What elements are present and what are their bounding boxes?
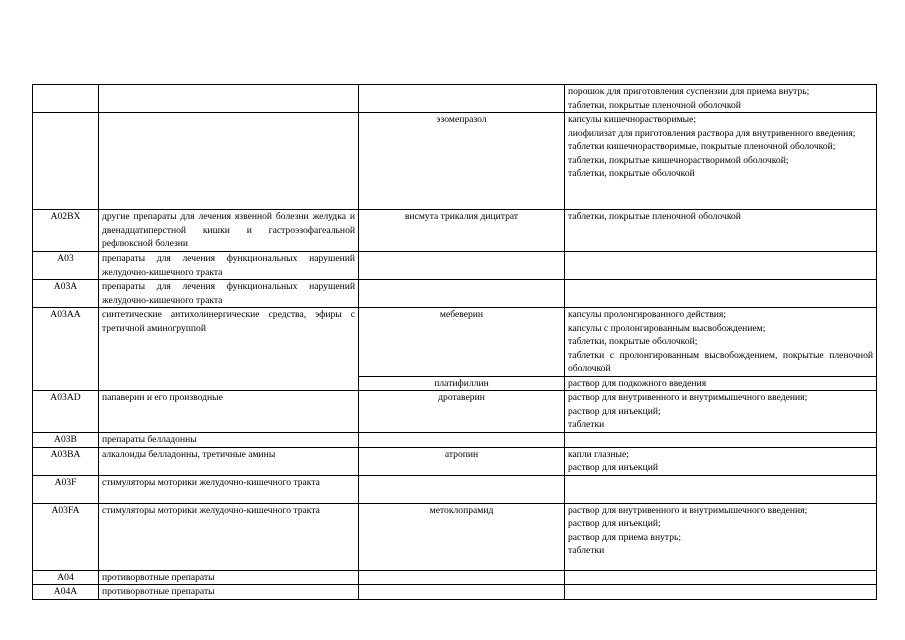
atc-code-cell: A03BA <box>33 447 99 475</box>
dosage-form: капли глазные; <box>568 448 629 460</box>
atc-code-cell: A04 <box>33 570 99 585</box>
drug-name-cell: эзомепразол <box>359 113 565 210</box>
table-row <box>33 447 877 475</box>
drug-name-cell <box>359 570 565 585</box>
dosage-form: раствор для внутривенного и внутримышечного введения; <box>568 392 808 403</box>
group-name-cell: противорвотные препараты <box>99 585 359 600</box>
table-row <box>33 503 877 570</box>
drug-name-cell <box>359 280 565 308</box>
dosage-form: таблетки, покрытые оболочкой <box>568 168 695 179</box>
drug-name-cell <box>359 475 565 503</box>
dosage-form: капсулы пролонгированного действия; <box>568 309 726 320</box>
table-row <box>33 570 877 585</box>
dosage-form: раствор для инъекций; <box>568 518 661 529</box>
dosage-form: раствор для внутривенного и внутримышечного введения; <box>568 504 808 516</box>
atc-code-cell: A04A <box>33 585 99 600</box>
table-row <box>33 585 877 600</box>
table-row <box>33 391 877 433</box>
group-name-cell: препараты для лечения функциональных нарушений желудочно-кишечного тракта <box>99 252 359 280</box>
dosage-form: лиофилизат для приготовления раствора для внутривенного введения; <box>568 127 856 139</box>
dosage-forms-cell <box>565 391 877 433</box>
atc-code-cell: A02BX <box>33 210 99 252</box>
dosage-forms-cell <box>565 252 877 280</box>
table-row <box>33 433 877 448</box>
drug-name-cell <box>359 585 565 600</box>
dosage-form: раствор для инъекций; <box>568 405 661 417</box>
atc-code-cell: A03AA <box>33 308 99 391</box>
dosage-form: таблетки, покрытые кишечнорастворимой оболочкой; <box>568 154 789 166</box>
group-name-cell: препараты белладонны <box>99 433 359 448</box>
drug-name-cell <box>359 252 565 280</box>
group-name-cell <box>99 113 359 210</box>
dosage-form: таблетки, покрытые пленочной оболочкой <box>568 211 741 222</box>
atc-code-cell: A03B <box>33 433 99 448</box>
group-name-cell: синтетические антихолинергические средства, эфиры с третичной аминогруппой <box>99 308 359 391</box>
dosage-form: таблетки кишечнорастворимые, покрытые пленочной оболочкой; <box>568 141 836 152</box>
table-row <box>33 475 877 503</box>
dosage-forms-cell <box>565 570 877 585</box>
group-name-cell: препараты для лечения функциональных нарушений желудочно-кишечного тракта <box>99 280 359 308</box>
dosage-forms-cell <box>565 585 877 600</box>
dosage-forms-cell <box>565 210 877 252</box>
group-name-cell: папаверин и его производные <box>99 391 359 433</box>
drug-name-cell <box>359 85 565 113</box>
dosage-forms-cell <box>565 376 877 391</box>
dosage-forms-cell <box>565 308 877 377</box>
drug-name-cell: дротаверин <box>359 391 565 433</box>
dosage-forms-cell <box>565 503 877 570</box>
dosage-form: таблетки <box>568 545 605 556</box>
dosage-form: капсулы с пролонгированным высвобождением; <box>568 322 766 334</box>
dosage-form: раствор для инъекций <box>568 462 658 473</box>
group-name-cell: другие препараты для лечения язвенной болезни желудка и двенадцатиперстной кишки и гастроэзофагеальной рефлюксной болезни <box>99 210 359 252</box>
group-name-cell: противорвотные препараты <box>99 570 359 585</box>
atc-code-cell <box>33 85 99 113</box>
group-name-cell: алкалоиды белладонны, третичные амины <box>99 447 359 475</box>
drug-name-cell <box>359 433 565 448</box>
table-row <box>33 85 877 113</box>
drug-name-cell: атропин <box>359 447 565 475</box>
dosage-form: порошок для приготовления суспензии для приема внутрь; <box>568 86 810 97</box>
atc-code-cell: A03FA <box>33 503 99 570</box>
drug-name-cell: мебеверин <box>359 308 565 377</box>
dosage-forms-cell <box>565 85 877 113</box>
atc-code-cell: A03AD <box>33 391 99 433</box>
group-name-cell: стимуляторы моторики желудочно-кишечного тракта <box>99 503 359 570</box>
dosage-form: таблетки <box>568 419 605 430</box>
dosage-form: капсулы кишечнорастворимые; <box>568 114 697 125</box>
table-row <box>33 252 877 280</box>
dosage-form: раствор для подкожного введения <box>568 377 707 389</box>
atc-code-cell <box>33 113 99 210</box>
table-row <box>33 210 877 252</box>
table-row <box>33 308 877 377</box>
dosage-form: таблетки с пролонгированным высвобождением, покрытые пленочной оболочкой <box>568 349 873 374</box>
drug-name-cell: платифиллин <box>359 376 565 391</box>
table-row <box>33 113 877 210</box>
dosage-forms-cell <box>565 113 877 210</box>
dosage-form: таблетки, покрытые оболочкой; <box>568 336 698 347</box>
drug-name-cell: метоклопрамид <box>359 503 565 570</box>
dosage-forms-cell <box>565 475 877 503</box>
drug-name-cell: висмута трикалия дицитрат <box>359 210 565 252</box>
dosage-form: таблетки, покрытые пленочной оболочкой <box>568 99 741 111</box>
dosage-forms-cell <box>565 280 877 308</box>
dosage-forms-cell <box>565 447 877 475</box>
dosage-forms-cell <box>565 433 877 448</box>
atc-code-cell: A03F <box>33 475 99 503</box>
group-name-cell: стимуляторы моторики желудочно-кишечного тракта <box>99 475 359 503</box>
atc-code-cell: A03A <box>33 280 99 308</box>
atc-code-cell: A03 <box>33 252 99 280</box>
group-name-cell <box>99 85 359 113</box>
table-row <box>33 280 877 308</box>
drug-classification-table <box>32 84 877 600</box>
dosage-form: раствор для приема внутрь; <box>568 531 682 543</box>
